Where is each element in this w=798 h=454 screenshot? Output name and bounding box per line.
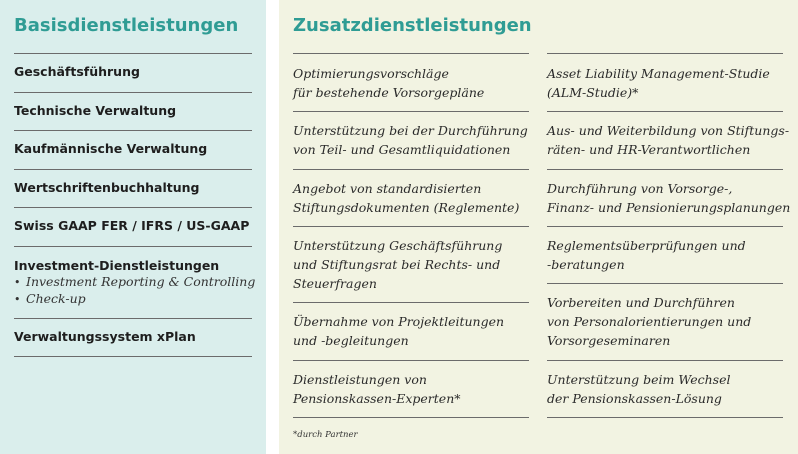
line: von Personalorientierungen und bbox=[547, 314, 752, 329]
line: Pensionskassen-Experten* bbox=[293, 391, 461, 406]
divider bbox=[14, 246, 252, 247]
zusatz-item-alm-studie bbox=[547, 64, 787, 102]
line: (ALM-Studie)* bbox=[547, 85, 639, 100]
line: Dienstleistungen von bbox=[293, 372, 427, 387]
basis-item-kaufmaennische-verwaltung: Kaufmännische Verwaltung bbox=[14, 141, 208, 156]
bullet: • bbox=[14, 276, 21, 289]
divider bbox=[547, 417, 783, 418]
zusatz-item-personalorientierungen bbox=[547, 293, 787, 350]
basisdienstleistungen-panel bbox=[0, 0, 266, 454]
line: Steuerfragen bbox=[293, 276, 377, 291]
zusatz-item-planungen bbox=[547, 179, 791, 217]
sub-list-item bbox=[14, 291, 255, 308]
investment-sub-list bbox=[14, 274, 255, 308]
divider bbox=[14, 356, 252, 357]
line: Angebot von standardisierten bbox=[293, 181, 482, 196]
basis-item-swiss-gaap: Swiss GAAP FER / IFRS / US-GAAP bbox=[14, 218, 250, 233]
sub-item-investment-reporting: Investment Reporting & Controlling bbox=[26, 274, 256, 289]
line: Durchführung von Vorsorge-, bbox=[547, 181, 733, 196]
sub-item-check-up: Check-up bbox=[26, 291, 86, 306]
zusatz-item-liquidationen bbox=[293, 121, 533, 159]
divider bbox=[14, 53, 252, 54]
line: Unterstützung Geschäftsführung bbox=[293, 238, 503, 253]
basis-item-investment-dienstleistungen: Investment-Dienstleistungen bbox=[14, 258, 220, 273]
zusatz-item-projektleitungen bbox=[293, 312, 533, 350]
divider bbox=[547, 226, 783, 227]
divider bbox=[293, 169, 529, 170]
line: für bestehende Vorsorgepläne bbox=[293, 85, 485, 100]
line: Übernahme von Projektleitungen bbox=[293, 314, 505, 329]
divider bbox=[293, 226, 529, 227]
divider bbox=[547, 169, 783, 170]
basis-heading: Basisdienstleistungen bbox=[14, 15, 239, 36]
line: Asset Liability Management-Studie bbox=[547, 66, 770, 81]
line: Optimierungsvorschläge bbox=[293, 66, 449, 81]
divider bbox=[14, 318, 252, 319]
line: Stiftungsdokumenten (Reglemente) bbox=[293, 200, 520, 215]
zusatz-item-wechsel bbox=[547, 370, 787, 408]
zusatz-item-weiterbildung bbox=[547, 121, 790, 159]
line: Vorbereiten und Durchführen bbox=[547, 295, 735, 310]
divider bbox=[14, 130, 252, 131]
basis-item-technische-verwaltung: Technische Verwaltung bbox=[14, 103, 177, 118]
line: räten- und HR-Verantwortlichen bbox=[547, 142, 751, 157]
line: Reglementsüberprüfungen und bbox=[547, 238, 746, 253]
line: Aus- und Weiterbildung von Stiftungs- bbox=[547, 123, 790, 138]
basis-item-geschaeftsfuehrung: Geschäftsführung bbox=[14, 64, 140, 79]
divider bbox=[293, 417, 529, 418]
zusatz-heading: Zusatzdienstleistungen bbox=[293, 15, 532, 36]
divider bbox=[14, 169, 252, 170]
line: und -begleitungen bbox=[293, 333, 409, 348]
bullet: • bbox=[14, 293, 21, 306]
line: und Stiftungsrat bei Rechts- und bbox=[293, 257, 501, 272]
line: Finanz- und Pensionierungsplanungen bbox=[547, 200, 791, 215]
zusatzdienstleistungen-panel bbox=[279, 0, 798, 454]
zusatz-item-optimierungsvorschlaege bbox=[293, 64, 533, 102]
divider bbox=[14, 207, 252, 208]
zusatz-item-pensionskassen-experten bbox=[293, 370, 533, 408]
line: Unterstützung beim Wechsel bbox=[547, 372, 731, 387]
zusatz-item-rechts-steuerfragen bbox=[293, 236, 533, 293]
divider bbox=[14, 92, 252, 93]
line: -beratungen bbox=[547, 257, 625, 272]
line: der Pensionskassen-Lösung bbox=[547, 391, 722, 406]
basis-item-wertschriftenbuchhaltung: Wertschriftenbuchhaltung bbox=[14, 180, 200, 195]
line: Vorsorgeseminaren bbox=[547, 333, 671, 348]
line: Unterstützung bei der Durchführung bbox=[293, 123, 528, 138]
line: von Teil- und Gesamtliquidationen bbox=[293, 142, 511, 157]
divider bbox=[293, 360, 529, 361]
divider bbox=[293, 111, 529, 112]
basis-item-verwaltungssystem-xplan: Verwaltungssystem xPlan bbox=[14, 329, 196, 344]
divider bbox=[293, 302, 529, 303]
divider bbox=[547, 53, 783, 54]
divider bbox=[547, 283, 783, 284]
divider bbox=[547, 111, 783, 112]
footnote: *durch Partner bbox=[293, 430, 358, 440]
zusatz-item-reglementsueberpruefungen bbox=[547, 236, 787, 274]
divider bbox=[547, 360, 783, 361]
divider bbox=[293, 53, 529, 54]
sub-list-item bbox=[14, 274, 255, 291]
zusatz-item-stiftungsdokumente bbox=[293, 179, 533, 217]
